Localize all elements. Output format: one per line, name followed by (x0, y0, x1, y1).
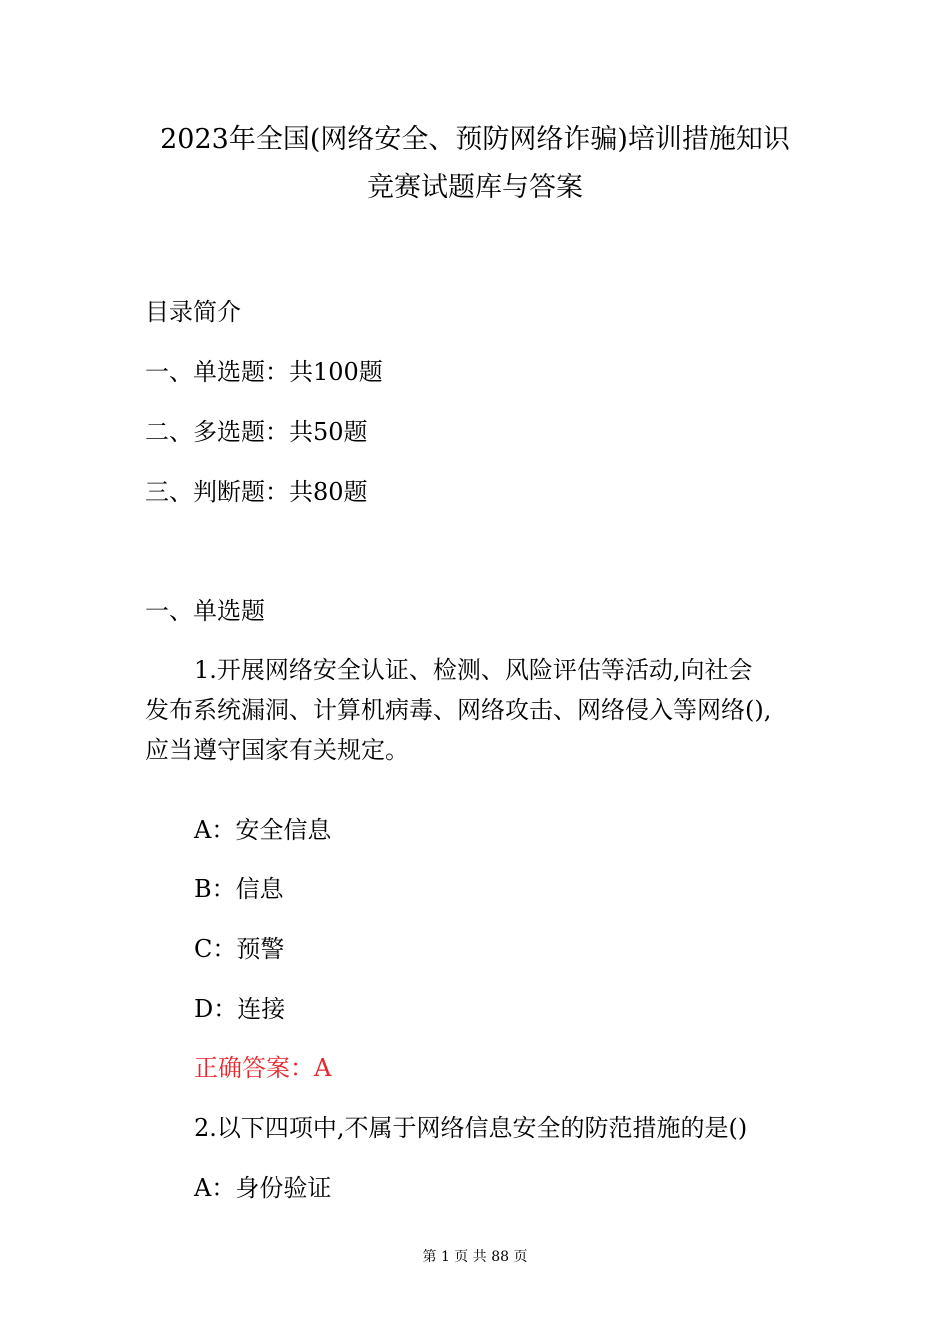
question-1-option-d: D：连接 (194, 995, 286, 1023)
toc-item-multiple-choice: 二、多选题：共50题 (145, 418, 368, 446)
section-heading: 一、单选题 (145, 597, 265, 625)
question-1-stem-line-1: 1.开展网络安全认证、检测、风险评估等活动,向社会 (194, 656, 753, 684)
question-1-option-b: B：信息 (194, 875, 284, 903)
document-title-line-2: 竞赛试题库与答案 (367, 172, 583, 203)
question-1-stem-line-2: 发布系统漏洞、计算机病毒、网络攻击、网络侵入等网络(), (145, 696, 772, 724)
toc-heading: 目录简介 (145, 298, 241, 326)
toc-item-true-false: 三、判断题：共80题 (145, 478, 368, 506)
question-2-stem-line-1: 2.以下四项中,不属于网络信息安全的防范措施的是() (194, 1114, 748, 1142)
question-1-stem-line-3: 应当遵守国家有关规定。 (145, 736, 409, 764)
toc-item-single-choice: 一、单选题：共100题 (145, 358, 383, 386)
question-2-option-a: A：身份验证 (194, 1174, 332, 1202)
question-1-option-c: C：预警 (194, 935, 285, 963)
document-title-line-1: 2023年全国(网络安全、预防网络诈骗)培训措施知识 (160, 124, 790, 155)
page-footer: 第 1 页 共 88 页 (422, 1249, 528, 1265)
question-1-answer: 正确答案：A (194, 1054, 332, 1082)
question-1-option-a: A：安全信息 (194, 816, 332, 844)
